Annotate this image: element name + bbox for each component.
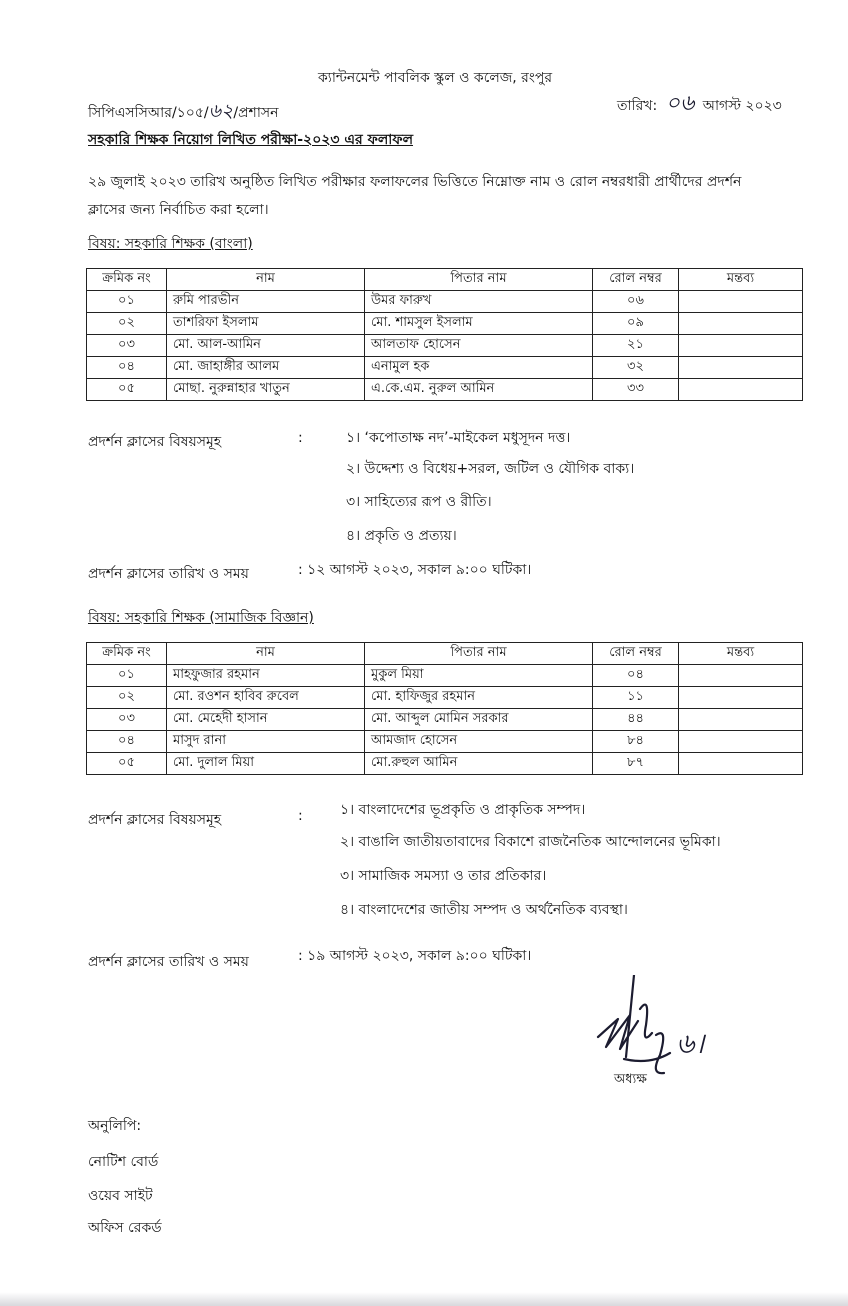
cell-serial: ০৪ xyxy=(87,731,167,753)
cell-roll: ১১ xyxy=(593,687,679,709)
cell-father-name: মুকুল মিয়া xyxy=(365,665,593,687)
section1-topic-2: ২। উদ্দেশ্য ও বিধেয়+সরল, জটিল ও যৌগিক বাক্য। xyxy=(346,461,635,477)
section2-topic-2: ২। বাঙালি জাতীয়তাবাদের বিকাশে রাজনৈতিক আন্দোলনের ভূমিকা। xyxy=(340,834,721,850)
table-row xyxy=(87,753,803,775)
cell-remarks xyxy=(679,357,803,379)
section2-topic-1: ১। বাংলাদেশের ভূপ্রকৃতি ও প্রাকৃতিক সম্পদ। xyxy=(340,802,586,818)
section1-topic-4: ৪। প্রকৃতি ও প্রত্যয়। xyxy=(346,528,457,544)
section1-topic-3: ৩। সাহিত্যের রূপ ও রীতি। xyxy=(346,494,492,510)
memo-handwritten-number: ৬২ xyxy=(208,100,234,122)
table-row xyxy=(87,291,803,313)
cell-remarks xyxy=(679,291,803,313)
table-header-row xyxy=(87,269,803,291)
cell-roll: ৩২ xyxy=(593,357,679,379)
header-name: নাম xyxy=(167,643,365,665)
header-roll: রোল নম্বর xyxy=(593,643,679,665)
section2-subject: বিষয়: সহকারি শিক্ষক (সামাজিক বিজ্ঞান) xyxy=(88,610,314,626)
cell-remarks xyxy=(679,379,803,401)
cell-remarks xyxy=(679,665,803,687)
cell-father-name: উমর ফারুখ xyxy=(365,291,593,313)
cell-name: রুমি পারভীন xyxy=(167,291,365,313)
cell-serial: ০২ xyxy=(87,687,167,709)
cell-name: তাশরিফা ইসলাম xyxy=(167,313,365,335)
header-name: নাম xyxy=(167,269,365,291)
signature-handwritten-date: ৬। xyxy=(676,1027,705,1060)
cell-roll: ৩৩ xyxy=(593,379,679,401)
section2-topic-3: ৩। সামাজিক সমস্যা ও তার প্রতিকার। xyxy=(340,868,547,884)
section1-topic-1: ১। ‘কপোতাক্ষ নদ’-মাইকেল মধুসূদন দত্ত। xyxy=(346,430,571,446)
cell-serial: ০১ xyxy=(87,665,167,687)
section2-topics-colon: : xyxy=(298,808,303,824)
section1-results-table xyxy=(86,268,803,401)
section1-subject: বিষয়: সহকারি শিক্ষক (বাংলা) xyxy=(88,236,253,252)
cell-name: মো. মেহেদী হাসান xyxy=(167,709,365,731)
cell-serial: ০৩ xyxy=(87,335,167,357)
copy-item-notice-board: নোটিশ বোর্ড xyxy=(88,1154,159,1170)
section2-topics-label: প্রদর্শন ক্লাসের বিষয়সমূহ xyxy=(88,812,222,828)
table-row xyxy=(87,335,803,357)
copies-label: অনুলিপি: xyxy=(88,1118,142,1134)
memo-prefix: সিপিএসসিআর/১০৫/ xyxy=(88,105,209,121)
cell-remarks xyxy=(679,709,803,731)
cell-remarks xyxy=(679,731,803,753)
table-row xyxy=(87,379,803,401)
cell-remarks xyxy=(679,753,803,775)
section2-results-table xyxy=(86,642,803,775)
table-row xyxy=(87,709,803,731)
cell-serial: ০২ xyxy=(87,313,167,335)
cell-remarks xyxy=(679,313,803,335)
cell-name: মো. আল-আমিন xyxy=(167,335,365,357)
cell-father-name: আমজাদ হোসেন xyxy=(365,731,593,753)
header-remarks: মন্তব্য xyxy=(679,269,803,291)
header-father-name: পিতার নাম xyxy=(365,643,593,665)
cell-father-name: মো. আব্দুল মোমিন সরকার xyxy=(365,709,593,731)
institution-name: ক্যান্টনমেন্ট পাবলিক স্কুল ও কলেজ, রংপুর xyxy=(318,70,553,86)
cell-name: মো. দুলাল মিয়া xyxy=(167,753,365,775)
section1-topics-colon: : xyxy=(298,430,303,446)
cell-name: মোছা. নুরুন্নাহার খাতুন xyxy=(167,379,365,401)
cell-father-name: এনামুল হক xyxy=(365,357,593,379)
cell-serial: ০১ xyxy=(87,291,167,313)
section2-schedule-value: : ১৯ আগস্ট ২০২৩, সকাল ৯:০০ ঘটিকা। xyxy=(298,948,532,964)
table-header-row xyxy=(87,643,803,665)
cell-remarks xyxy=(679,687,803,709)
date-label: তারিখ: xyxy=(617,98,658,114)
section2-topic-4: ৪। বাংলাদেশের জাতীয় সম্পদ ও অর্থনৈতিক ব্যবস্থা। xyxy=(340,902,628,918)
copy-item-website: ওয়েব সাইট xyxy=(88,1188,153,1204)
cell-serial: ০৪ xyxy=(87,357,167,379)
table-row xyxy=(87,731,803,753)
header-remarks: মন্তব্য xyxy=(679,643,803,665)
table-row xyxy=(87,665,803,687)
intro-line-2: ক্লাসের জন্য নির্বাচিত করা হলো। xyxy=(88,202,269,218)
cell-father-name: মো.রুহুল আমিন xyxy=(365,753,593,775)
header-serial: ক্রমিক নং xyxy=(87,269,167,291)
header-father-name: পিতার নাম xyxy=(365,269,593,291)
cell-father-name: এ.কে.এম. নুরুল আমিন xyxy=(365,379,593,401)
cell-name: মো. রওশন হাবিব রুবেল xyxy=(167,687,365,709)
table-row xyxy=(87,313,803,335)
cell-roll: ০৬ xyxy=(593,291,679,313)
cell-father-name: মো. হাফিজুর রহমান xyxy=(365,687,593,709)
paper-bottom-edge xyxy=(0,1292,848,1306)
cell-name: মাহফুজার রহমান xyxy=(167,665,365,687)
cell-roll: ৮৭ xyxy=(593,753,679,775)
cell-father-name: মো. শামসুল ইসলাম xyxy=(365,313,593,335)
cell-father-name: আলতাফ হোসেন xyxy=(365,335,593,357)
date-month-year: আগস্ট ২০২৩ xyxy=(702,98,782,114)
section1-topics-label: প্রদর্শন ক্লাসের বিষয়সমূহ xyxy=(88,434,222,450)
memo-date xyxy=(617,86,782,123)
cell-roll: ২১ xyxy=(593,335,679,357)
section1-schedule-value: : ১২ আগস্ট ২০২৩, সকাল ৯:০০ ঘটিকা। xyxy=(298,562,532,578)
cell-roll: ০৪ xyxy=(593,665,679,687)
memo-number xyxy=(88,97,279,129)
cell-serial: ০৫ xyxy=(87,379,167,401)
cell-roll: ০৯ xyxy=(593,313,679,335)
copy-item-office-record: অফিস রেকর্ড xyxy=(88,1220,162,1236)
cell-serial: ০৫ xyxy=(87,753,167,775)
cell-serial: ০৩ xyxy=(87,709,167,731)
memo-suffix: /প্রশাসন xyxy=(233,105,279,121)
cell-roll: ৪৪ xyxy=(593,709,679,731)
header-serial: ক্রমিক নং xyxy=(87,643,167,665)
section1-schedule-label: প্রদর্শন ক্লাসের তারিখ ও সময় xyxy=(88,566,249,582)
cell-name: মাসুদ রানা xyxy=(167,731,365,753)
intro-line-1: ২৯ জুলাই ২০২৩ তারিখ অনুষ্ঠিত লিখিত পরীক্ষার ফলাফলের ভিত্তিতে নিম্নোক্ত নাম ও রোল নম্বরধারী প্রার্থীদের প্রদর্শন xyxy=(88,174,742,190)
cell-roll: ৮৪ xyxy=(593,731,679,753)
cell-remarks xyxy=(679,335,803,357)
header-roll: রোল নম্বর xyxy=(593,269,679,291)
cell-name: মো. জাহাঙ্গীর আলম xyxy=(167,357,365,379)
page-title: সহকারি শিক্ষক নিয়োগ লিখিত পরীক্ষা-২০২৩ এর ফলাফল xyxy=(88,132,414,148)
date-handwritten-day: ০৬ xyxy=(665,91,695,116)
table-row xyxy=(87,687,803,709)
table-row xyxy=(87,357,803,379)
section2-schedule-label: প্রদর্শন ক্লাসের তারিখ ও সময় xyxy=(88,954,249,970)
principal-designation: অধ্যক্ষ xyxy=(614,1072,647,1087)
